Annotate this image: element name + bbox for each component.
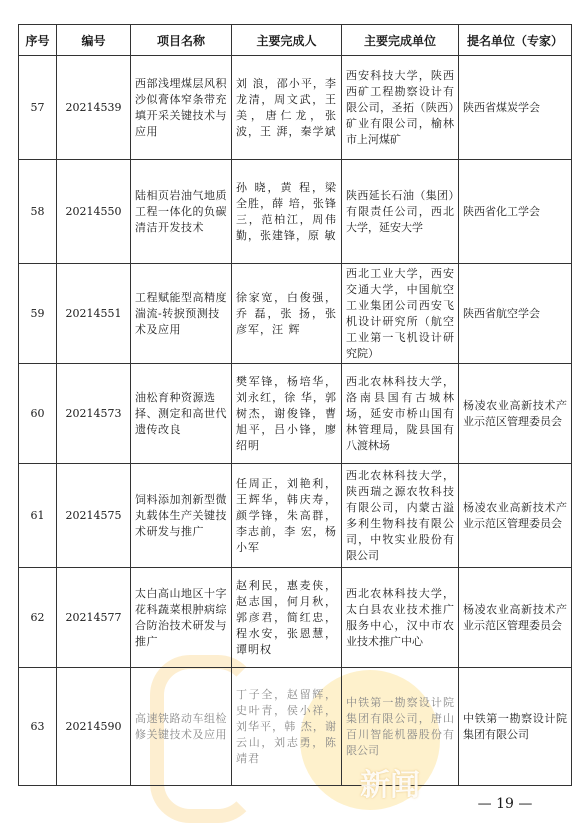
cell-people: 徐家宽，白俊强，乔 磊，张 扬，张彦军，汪 辉 bbox=[232, 264, 342, 364]
table-row bbox=[19, 568, 572, 668]
cell-title: 陆相页岩油气地质工程一体化的负碳清洁开发技术 bbox=[131, 160, 232, 264]
cell-nominator: 陕西省航空学会 bbox=[459, 264, 572, 364]
cell-units: 西北农林科技大学，太白县农业技术推广服务中心，汉中市农业技术推广中心 bbox=[342, 568, 459, 668]
table-row bbox=[19, 264, 572, 364]
cell-title: 油松育种资源选择、测定和高世代遗传改良 bbox=[131, 364, 232, 464]
cell-nominator: 杨凌农业高新技术产业示范区管理委员会 bbox=[459, 464, 572, 568]
cell-units: 西北农林科技大学，洛南县国有古城林场，延安市桥山国有林管理局，陇县国有八渡林场 bbox=[342, 364, 459, 464]
cell-title: 高速铁路动车组检修关键技术及应用 bbox=[131, 668, 232, 786]
header-units: 主要完成单位 bbox=[342, 25, 459, 56]
cell-title: 西部浅埋煤层风积沙似膏体窄条带充填开采关键技术与应用 bbox=[131, 56, 232, 160]
cell-title: 太白高山地区十字花科蔬菜根肿病综合防治技术研发与推广 bbox=[131, 568, 232, 668]
table-row bbox=[19, 56, 572, 160]
header-seq: 序号 bbox=[19, 25, 57, 56]
cell-seq: 58 bbox=[19, 160, 57, 264]
header-nominator: 提名单位（专家） bbox=[459, 25, 572, 56]
cell-seq: 59 bbox=[19, 264, 57, 364]
cell-people: 丁子全，赵留辉，史叶青，侯小祥，刘华平，韩 杰，谢云山，刘志勇，陈靖君 bbox=[232, 668, 342, 786]
cell-code: 20214550 bbox=[57, 160, 131, 264]
cell-title: 饲料添加剂新型微丸载体生产关键技术研发与推广 bbox=[131, 464, 232, 568]
cell-seq: 63 bbox=[19, 668, 57, 786]
cell-units: 西北农林科技大学，陕西瑞之源农牧科技有限公司，内蒙古溢多利生物科技有限公司，中牧实业股份有限公司 bbox=[342, 464, 459, 568]
table-row bbox=[19, 668, 572, 786]
cell-seq: 60 bbox=[19, 364, 57, 464]
cell-people: 樊军锋，杨培华，刘永红，徐 华，郭树杰，谢俊锋，曹旭平，吕小锋，廖绍明 bbox=[232, 364, 342, 464]
cell-code: 20214551 bbox=[57, 264, 131, 364]
table-row bbox=[19, 160, 572, 264]
cell-people: 赵利民，惠麦侠，赵志国，何月秋，郭彦君，简红忠，程水安，张恩慧，谭明权 bbox=[232, 568, 342, 668]
cell-title: 工程赋能型高精度湍流-转捩预测技术及应用 bbox=[131, 264, 232, 364]
watermark-text: 新闻 bbox=[360, 768, 420, 803]
cell-units: 西安科技大学，陕西西矿工程勘察设计有限公司，圣拓（陕西）矿业有限公司，榆林市上河煤矿 bbox=[342, 56, 459, 160]
cell-code: 20214575 bbox=[57, 464, 131, 568]
cell-nominator: 杨凌农业高新技术产业示范区管理委员会 bbox=[459, 568, 572, 668]
cell-units: 陕西延长石油（集团）有限责任公司，西北大学，延安大学 bbox=[342, 160, 459, 264]
cell-seq: 62 bbox=[19, 568, 57, 668]
cell-people: 刘 浪，邵小平，李龙清，周文武，王 美，唐仁龙，张 波，王 湃，秦学斌 bbox=[232, 56, 342, 160]
page-number: — 19 — bbox=[477, 796, 533, 812]
cell-people: 任周正，刘艳利，王辉华，韩庆寿，颜学锋，朱高群，李志前，李 宏，杨小军 bbox=[232, 464, 342, 568]
table-header-row bbox=[19, 25, 572, 56]
awards-table bbox=[18, 24, 572, 786]
cell-nominator: 中铁第一勘察设计院集团有限公司 bbox=[459, 668, 572, 786]
table-row bbox=[19, 364, 572, 464]
cell-nominator: 陕西省煤炭学会 bbox=[459, 56, 572, 160]
header-code: 编号 bbox=[57, 25, 131, 56]
cell-code: 20214577 bbox=[57, 568, 131, 668]
cell-nominator: 陕西省化工学会 bbox=[459, 160, 572, 264]
table-row bbox=[19, 464, 572, 568]
cell-people: 孙 晓，黄 程，梁全胜，薛 培，张锋三，范柏江，周伟勤，张建锋，原 敏 bbox=[232, 160, 342, 264]
cell-nominator: 杨凌农业高新技术产业示范区管理委员会 bbox=[459, 364, 572, 464]
cell-code: 20214590 bbox=[57, 668, 131, 786]
cell-code: 20214539 bbox=[57, 56, 131, 160]
cell-seq: 61 bbox=[19, 464, 57, 568]
cell-code: 20214573 bbox=[57, 364, 131, 464]
header-title: 项目名称 bbox=[131, 25, 232, 56]
cell-units: 西北工业大学，西安交通大学，中国航空工业集团公司西安飞机设计研究所（航空工业第一飞机设计研究院） bbox=[342, 264, 459, 364]
header-people: 主要完成人 bbox=[232, 25, 342, 56]
cell-units: 中铁第一勘察设计院集团有限公司，唐山百川智能机器股份有限公司 bbox=[342, 668, 459, 786]
cell-seq: 57 bbox=[19, 56, 57, 160]
